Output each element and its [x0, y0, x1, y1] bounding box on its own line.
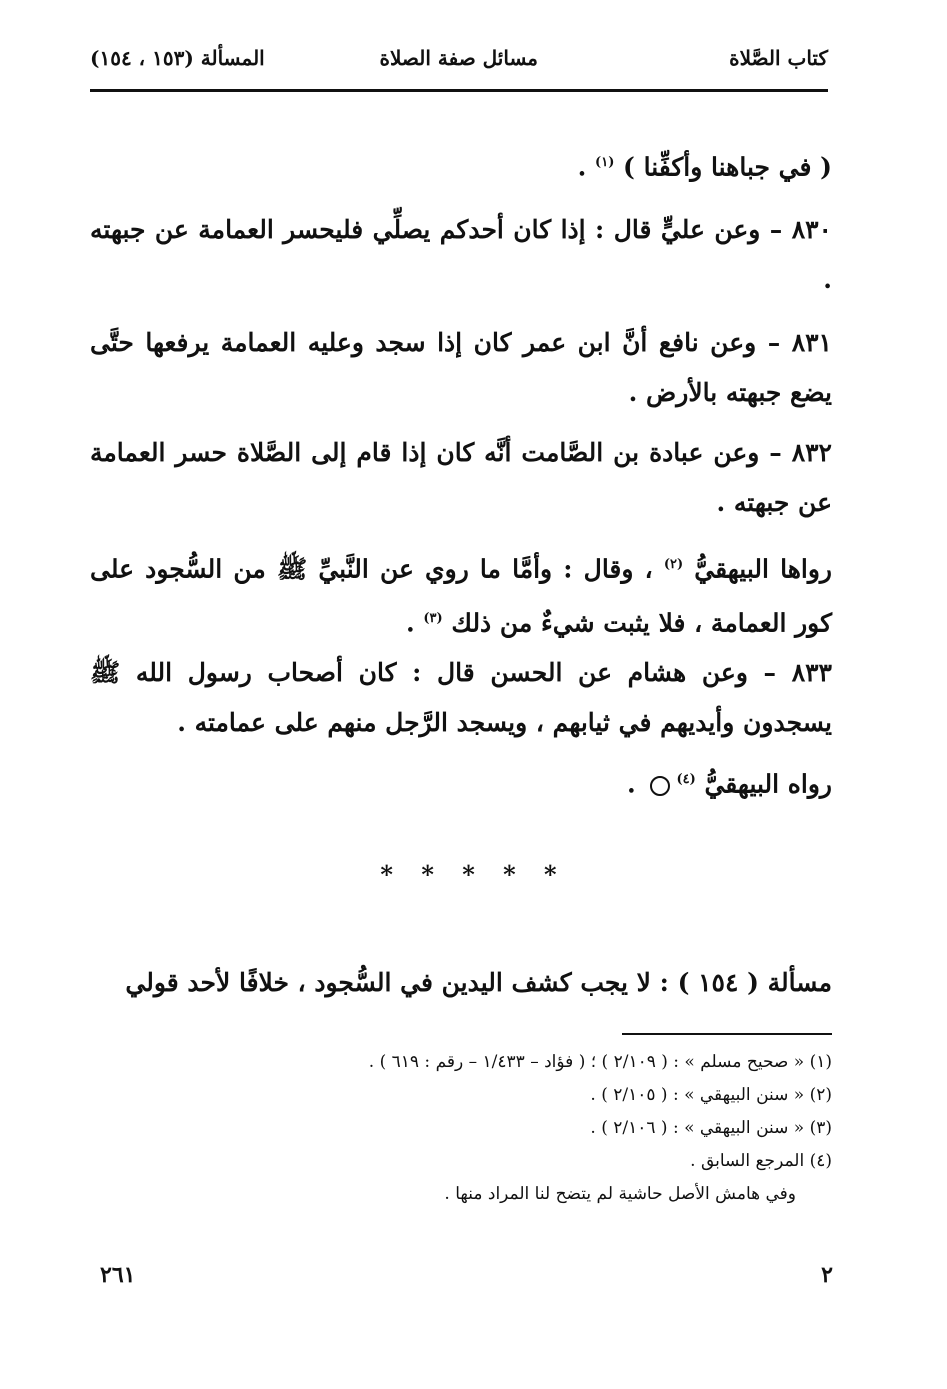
paragraph-text: ٨٣١ – وعن نافع أنَّ ابن عمر كان إذا سجد وعليه العمامة يرفعها حتَّى يضع جبهته بالأرض . [90, 328, 832, 407]
paragraph-bayhaqi-source [90, 755, 832, 809]
paragraph-intro [90, 138, 832, 192]
header-book-title: كتاب الصَّلاة [729, 46, 828, 70]
paragraph-text: رواه البيهقيُّ [695, 769, 832, 799]
issue-heading: مسألة ( ١٥٤ ) : لا يجب كشف اليدين في السُّجود ، خلافًا لأحد قولي [125, 968, 832, 997]
footnote-2: (٢) « سنن البيهقي » : ( ٢/١٠٥ ) . [590, 1085, 832, 1105]
footnote-marker: (٢) [663, 557, 684, 572]
paragraph-text: ٨٣٢ – وعن عبادة بن الصَّامت أنَّه كان إذا قام إلى الصَّلاة حسر العمامة عن جبهته . [90, 438, 832, 517]
header-rule [90, 89, 828, 92]
paragraph-tail: . [405, 608, 424, 638]
section-separator: * * * * * [380, 860, 567, 889]
footnote-marker: (١) [595, 155, 615, 170]
paragraph-text: ٨٣٠ – وعن عليٍّ قال : إذا كان أحدكم يصلِّي فليحسر العمامة عن جبهته . [90, 215, 832, 294]
paragraph-832 [90, 428, 832, 528]
paragraph-text: ٨٣٣ – وعن هشام عن الحسن قال : كان أصحاب رسول الله ﷺ يسجدون وأيديهم في ثيابهم ، ويسجد الرَّجل منهم على عمامته . [90, 658, 832, 737]
paragraph-text: رواها البيهقيُّ [683, 554, 832, 584]
paragraph-bayhaqi-remark [90, 540, 832, 649]
footnote-1: (١) « صحيح مسلم » : ( ٢/١٠٩ ) ؛ ( فؤاد – ١/٤٣٣ – رقم : ٦١٩ ) . [368, 1052, 832, 1072]
end-circle-icon [650, 776, 670, 796]
footnote-marker: (٣) [423, 611, 443, 627]
footnote-4-note: وفي هامش الأصل حاشية لم يتضح لنا المراد منها . [444, 1184, 796, 1204]
paragraph-831 [90, 318, 832, 418]
paragraph-text: ، وقال : وأمَّا ما روي عن النَّبيِّ ﷺ من السُّجود على كور العمامة ، فلا يثبت شيءٌ من ذلك [90, 554, 832, 638]
header-issue-range: المسألة (١٥٣ ، ١٥٤) [90, 46, 265, 70]
running-header [90, 40, 828, 80]
paragraph-text: ( في جباهنا وأكفِّنا ) [614, 152, 832, 182]
footnotes [90, 1046, 832, 1211]
header-chapter-title: مسائل صفة الصلاة [379, 46, 538, 70]
paragraph-830 [90, 205, 832, 305]
paragraph-tail: . [577, 152, 596, 182]
footnote-rule [622, 1033, 832, 1035]
paragraph-tail: . [627, 769, 645, 799]
paragraph-833 [90, 648, 832, 748]
page-number: ٢٦١ [100, 1262, 136, 1288]
footnote-4: (٤) المرجع السابق . [690, 1151, 832, 1171]
footnote-marker: (٤) [676, 772, 696, 787]
footnote-3: (٣) « سنن البيهقي » : ( ٢/١٠٦ ) . [590, 1118, 832, 1138]
signature-number: ٢ [821, 1262, 833, 1288]
